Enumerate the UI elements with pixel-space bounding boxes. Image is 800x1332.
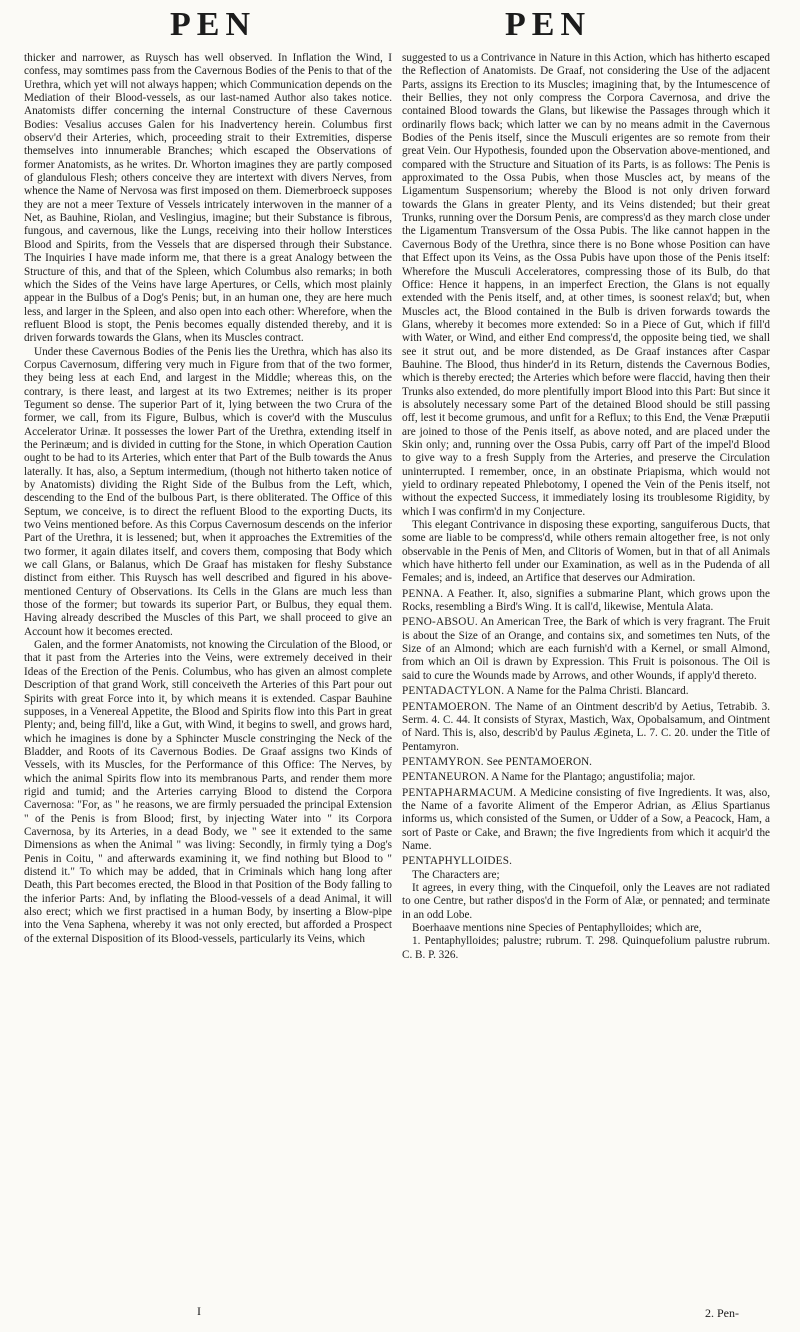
running-head: [0, 6, 800, 46]
body-paragraph: The Characters are;: [412, 868, 500, 881]
dictionary-entry: [402, 756, 770, 769]
entry-headword: PENTAPHYLLOIDES.: [402, 855, 513, 868]
entry-text: A Feather. It, also, signifies a submarine Plant, which grows upon the Rocks, resembling a Bird's Wing. It is call'd, likewise, Mentula Alata.: [402, 587, 770, 614]
body-paragraph: 1. Pentaphylloides; palustre; rubrum. T. 298. Quinquefolium palustre rubrum. C. B. P. 326.: [402, 935, 770, 961]
running-head-right: PEN: [505, 6, 591, 43]
body-paragraph: thicker and narrower, as Ruysch has well observed. In Inflation the Wind, I confess, may somtimes pass from the Cavernous Bodies of the Penis to that of the Urethra, which yet will not always happen; which Communication depends on the Mediation of their Blood-vessels, as our last-named Author also takes notice. Anatomists differ concerning the internal Constructure of these Cavernous Bodies: Vesalius accuses Galen for his Inadvertency herein. Columbus first observ'd their Arteries, which, proceeding strait to their Extremities, disperse themselves into innumerable Branches; which escaped the Observations of former Anatomists, as he writes. Dr. Whorton imagines they are partly composed of glandulous Flesh; others conceive they are intertext with divers Nerves, from whence the Name of Nervosa was first imposed on them. Diemerbroeck supposes they are not a meer Texture of Vessels intricately interwoven in the manner of a Net, as Bauhine, Riolan, and Veslingius, imagine; but their Substance is fibrous, fungous, and cavernous, like the Lungs, receiving into their hollow Interstices Blood and Spirits, from the Vessels that are dispersed through their Substance. The Inquiries I have made inform me, that there is a great Analogy between the Structure of this, and that of the Spleen, which Columbus also remarks; in both which the Sides of the Veins have large Apertures, or Cells, which most plainly appear in the Bulbus of a Dog's Penis; but, in an human one, they are here much less, and larger in the Spleen, and also open into each other: Wherefore, when the refluent Blood is stopt, the Penis becomes equally distended thereby, and it is driven forwards towards the Glans, when its Muscles contract.: [24, 52, 392, 345]
entry-text: See PENTAMOERON.: [483, 755, 592, 768]
running-head-left: PEN: [170, 6, 256, 43]
entry-headword: PENTANEURON.: [402, 771, 489, 784]
entry-text: The Name of an Ointment describ'd by Aetius, Tetrabib. 3. Serm. 4. C. 44. It consists of Styrax, Mastich, Wax, Opobalsamum, and Ointment of Nard. This is, also, describ'd by Paulus Ægineta, L. 7. C. 20. under the Title of Pentamyron.: [402, 700, 770, 753]
dictionary-entry: [402, 855, 770, 868]
entry-headword: PENTAPHARMACUM.: [402, 786, 517, 799]
entry-text: An American Tree, the Bark of which is very fragrant. The Fruit is about the Size of an Orange, and contains six, and sometimes ten Nuts, of the Size of an Almond; which are each furnish'd with a Kernel, or small Almond, from which an Oil is drawn by Expression. This Fruit is poisonous. The Oil is said to cure the Wounds made by Arrows, and other Wounds, if apply'd thereto.: [402, 616, 770, 682]
dictionary-entry: [402, 588, 770, 615]
entry-headword: PENO-ABSOU.: [402, 616, 478, 629]
entry-text: A Name for the Palma Christi. Blancard.: [504, 685, 689, 698]
entry-headword: PENNA.: [402, 587, 444, 600]
body-paragraph: It agrees, in every thing, with the Cinquefoil, only the Leaves are not radiated to one Centre, but rather dispos'd in the Form of Alæ, or pennated; and terminate in an odd Lobe.: [402, 881, 770, 921]
entry-text: A Medicine consisting of five Ingredients. It was, also, the Name of a favorite Aliment of the Emperor Adrian, as Ælius Spartianus informs us, which consisted of the Sumen, or Udder of a Sow, a Peacock, Ham, a sort of Paste or Cake, and Brawn; the five Ingredients from which it acquir'd the Name.: [402, 786, 770, 852]
signature-mark: I: [197, 1304, 201, 1318]
right-column: [402, 52, 770, 962]
catchword: 2. Pen-: [705, 1306, 739, 1320]
entry-headword: PENTAMYRON.: [402, 755, 484, 768]
left-column: [24, 52, 392, 946]
dictionary-entry: [402, 685, 770, 698]
dictionary-entry: [402, 787, 770, 854]
body-paragraph: suggested to us a Contrivance in Nature in this Action, which has hitherto escaped the Reflection of Anatomists. De Graaf, not considering the Use of the adjacent Parts, assigns its Erection to its Muscles; imagining that, by the Intumescence of their Bellies, they not only compress the Corpora Cavernosa, and drive the contained Blood towards the Glans, but likewise the Passages through which it ordinarily flows back; which latter we can by no means admit in the Cavernous Bodies of the Penis itself, since the Musculi erigentes are so remote from their great Vein. Our Hypothesis, founded upon the Observation above-mentioned, and compared with the Structure and Situation of its Parts, is as follows: The Penis is approximated to the Ossa Pubis, when those Muscles act, by means of the Ligamentum Suspensorium; whereby the Blood is not only driven forward towards the Glans in greater Plenty, and its Veins distended; but their great Trunks, running over the Dorsum Penis, are compress'd as they march close under the Ligamentum Transversum of the Ossa Pubis. The like cannot happen in the Cavernous Body of the Urethra, since there is no Bone whose Position can have that Effect upon its Veins, as the Ossa Pubis have upon those of the Penis itself: Wherefore the Musculi Acceleratores, compressing those of its Bulb, do that Office: Hence it happens, in an imperfect Erection, the Glans is not equally extended with the Penis itself, and, at other times, is soonest relax'd; but, when Muscles act, the Blood contained in the Bulb is driven forwards towards the Glans, whereby it becomes more extended: So in a Piece of Gut, which if fill'd with Water, or Wind, and either End compress'd, the opposite being tied, we shall see it strut out, and be more distended, as De Graaf instances after Caspar Bauhine. The Blood, thus hinder'd in its Return, distends the Cavernous Bodies, which is thereby erected; the Arteries which before were flaccid, having then their Trunks also extended, do more plentifully import Blood into this Part: But since it is absolutely necessary some Part of the detained Blood should be still passing off, lest it become grumous, and unfit for a Reflux; to this End, the Venæ Præputii are joined to those of the Penis itself, as above noted, and are placed under the Skin only; and, running over the Ossa Pubis, carry off Part of the impel'd Blood to give way to a fresh Supply from the Arteries, and preserve the Circulation uninterrupted. I remember, once, in an obstinate Priapisma, which would not yield to ordinary repeated Phlebotomy, I opened the Vein of the Penis itself, not without the expected Success, it immediately losing its troublesome Rigidity, by which I was confirm'd in my Conjecture.: [402, 52, 770, 518]
entry-text: A Name for the Plantago; angustifolia; major.: [488, 771, 696, 784]
body-paragraph: Boerhaave mentions nine Species of Pentaphylloides; which are,: [412, 922, 702, 934]
dictionary-entry: [402, 771, 770, 784]
body-paragraph: Under these Cavernous Bodies of the Penis lies the Urethra, which has also its Corpus Cavernosum, differing very much in Figure from that of the two former, they being less at each End, and largest in the Middle; whereas this, on the contrary, is there least, and largest at its two Extremes; neither is its proper Tegument so dense. The superior Part of it, lying between the two Crura of the former, we call, from its Figure, Bulbus, which is cover'd with the Musculus Accelerator Urinæ. It possesses the lower Part of the Urethra, extending itself in the Perinæum; and is divided in cutting for the Stone, in which Operation Caution ought to be had to its Arteries, which enter that Part of the Bulb towards the Anus laterally. It has, also, a Septum intermedium, (though not hitherto taken notice of by Anatomists) dividing the Right Side of the Bulbus from the Left, which, descending to the End of the bulbous Part, is there obliterated. The Office of this Septum, we conceive, is to direct the refluent Blood to the exporting Ducts, its two Veins mentioned before. As this Corpus Cavernosum descends on the inferior Part of the Urethra, it is lessened; but, when it approaches the Extremities of the two former, it again dilates itself, and covers them, composing that Body which we call Glans, or Balanus, which De Graaf has mistaken for fleshy Substance distinct from either. This Ruysch has well described and figured in his above-mentioned Century of Observations. Its Cells in the Glans are much less than those of the former; but towards its superior Part, or Bulbus, they equal them. Having already described the Muscles of this Part, we shall proceed to give an Account how it becomes erected.: [24, 345, 392, 638]
entry-headword: PENTAMOERON.: [402, 700, 491, 713]
body-paragraph: This elegant Contrivance in disposing these exporting, sanguiferous Ducts, that some are liable to be compress'd, while others remain altogether free, is not only observable in the Penis of Men, and Clitoris of Women, but in that of all Animals which have hitherto fell under our Examination, as well as in the Pudenda of all Females; and is, indeed, an Artifice that deserves our Admiration.: [402, 519, 770, 585]
dictionary-entry: [402, 701, 770, 754]
body-paragraph: Galen, and the former Anatomists, not knowing the Circulation of the Blood, or that it past from the Arteries into the Veins, were extremely deceived in their Ideas of the Erection of the Penis. Columbus, who has given an almost complete Description of that grand Work, still conceiveth the Arteries of this Part pour out Spirits with great Force into it, by which means it is extended. Caspar Bauhine supposes, in a Venereal Appetite, the Blood and Spirits flow into this Part in great Plenty; and, being fill'd, like a Gut, with Wind, it begins to swell, and grows hard, which he imagines is done by a Sphincter Muscle constringing the Neck of the Bladder, and Roots of its Cavernous Bodies. De Graaf assigns two Kinds of Vessels, with its Muscles, for the Performance of this Office: The Nerves, by which the animal Spirits flow into its membranous Parts, and render them more rigid and tumid; and the Arteries carrying Blood to distend the Corpora Cavernosa: "For, as " he reasons, we are firmly persuaded the principal Extension " of the Penis is from Blood; first, by injecting Water into " its Corpora Cavernosa, by its Arteries, in a dead Body, we " see it extended to the same Dimensions as when the Animal " was living: Secondly, in firmly tying a Dog's Penis in Coitu, " and afterwards examining it, we find nothing but Blood to " distend it." To which may be added, that in Criminals which hang long after Death, this Part becomes erected, the Blood in that Position of the Body falling to the inferior Parts: And, by inflating the Blood-vessels of a dead Animal, it will also erect; which we first practised in a human Body, by inserting a Blow-pipe into the Vena Saphena, whereby it was not only erected, but afforded a Prospect of the external Disposition of its Blood-vessels, particularly its Veins, which: [24, 639, 392, 945]
entry-headword: PENTADACTYLON.: [402, 685, 505, 698]
dictionary-entry: [402, 616, 770, 683]
